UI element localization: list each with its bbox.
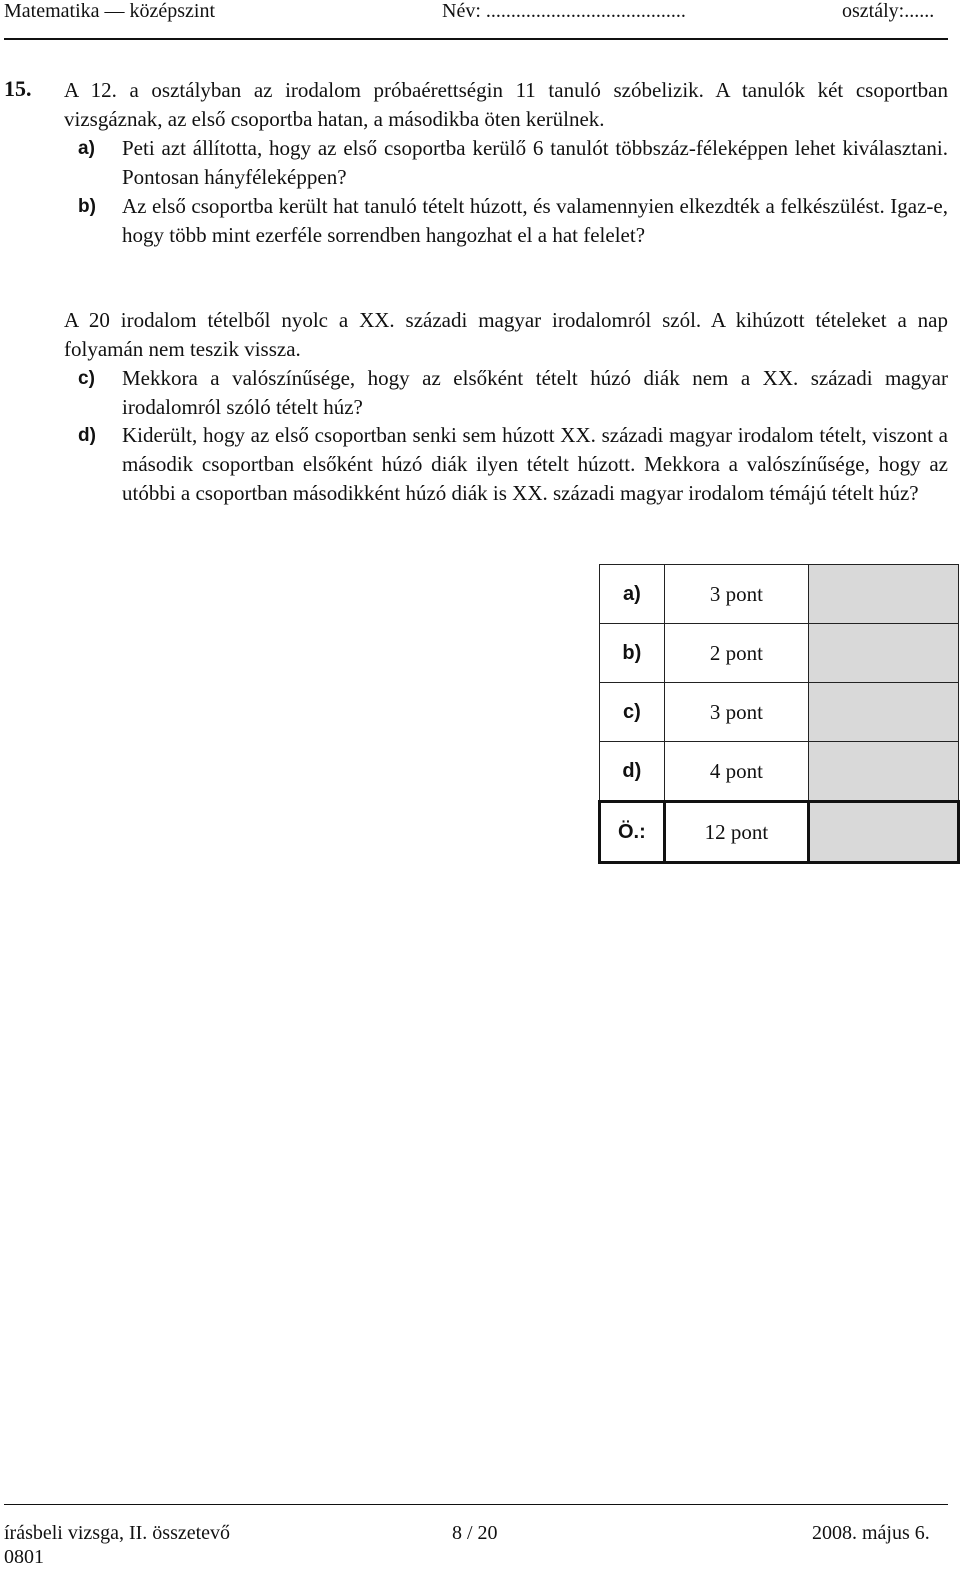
score-label: a)	[600, 565, 665, 624]
score-label: c)	[600, 683, 665, 742]
middle-paragraph: A 20 irodalom tételből nyolc a XX. századi magyar irodalomról szól. A kihúzott tételeket a nap folyamán nem teszik vissza.	[64, 308, 948, 361]
question-number: 15.	[4, 76, 32, 101]
header-rule	[4, 38, 948, 40]
part-b-text: Az első csoportba került hat tanuló tételt húzott, és valamennyien elkezdték a felkészülést. Igaz-e, hogy több mint ezerféle sorrendben hangozhat el a hat felelet?	[122, 194, 948, 247]
score-row-c	[600, 683, 959, 742]
score-points: 4 pont	[664, 742, 808, 802]
part-a-text: Peti azt állította, hogy az első csoportba kerülő 6 tanulót többszáz-féleképpen lehet kiválasztani. Pontosan hányféleképpen?	[122, 136, 948, 189]
score-row-b	[600, 624, 959, 683]
score-total-points: 12 pont	[664, 802, 808, 863]
score-total-entry-box[interactable]	[809, 802, 959, 863]
header-subject: Matematika — középszint	[4, 0, 216, 22]
score-total-label: Ö.:	[600, 802, 665, 863]
footer-exam-part: írásbeli vizsga, II. összetevő	[4, 1522, 231, 1544]
score-points: 3 pont	[664, 683, 808, 742]
header-class-field: osztály:......	[842, 0, 935, 22]
footer-page-number: 8 / 20	[452, 1522, 498, 1544]
part-d-text: Kiderült, hogy az első csoportban senki sem húzott XX. századi magyar irodalom tételt, viszont a második csoportban elsőként húzó diák ilyen tételt húzott. Mekkora a valószínűsége, hogy az utóbbi a csoportban másodikként húzó diák is XX. századi magyar irodalom témájú tételt húz?	[122, 423, 948, 505]
part-c-text: Mekkora a valószínűsége, hogy az elsőként tételt húzó diák nem a XX. századi magyar irodalomról szóló tételt húz?	[122, 366, 948, 419]
score-points: 2 pont	[664, 624, 808, 683]
score-entry-box[interactable]	[809, 742, 959, 802]
header-name-field: Név: ........................................	[442, 0, 686, 22]
footer-code: 0801	[4, 1546, 44, 1568]
footer-date: 2008. május 6.	[812, 1522, 930, 1544]
footer-rule	[4, 1504, 948, 1505]
score-row-a	[600, 565, 959, 624]
score-label: b)	[600, 624, 665, 683]
part-d-label: d)	[78, 425, 96, 446]
score-entry-box[interactable]	[809, 565, 959, 624]
score-points: 3 pont	[664, 565, 808, 624]
question-intro: A 12. a osztályban az irodalom próbaérettségin 11 tanuló szóbelizik. A tanulók két csoportban vizsgáznak, az első csoportba hatan, a másodikba öten kerülnek.	[64, 78, 948, 131]
score-label: d)	[600, 742, 665, 802]
score-row-d	[600, 742, 959, 802]
score-table	[598, 564, 960, 864]
part-b-label: b)	[78, 196, 96, 217]
score-row-total	[600, 802, 959, 863]
part-a-label: a)	[78, 138, 95, 159]
score-entry-box[interactable]	[809, 624, 959, 683]
part-c-label: c)	[78, 368, 95, 389]
score-entry-box[interactable]	[809, 683, 959, 742]
